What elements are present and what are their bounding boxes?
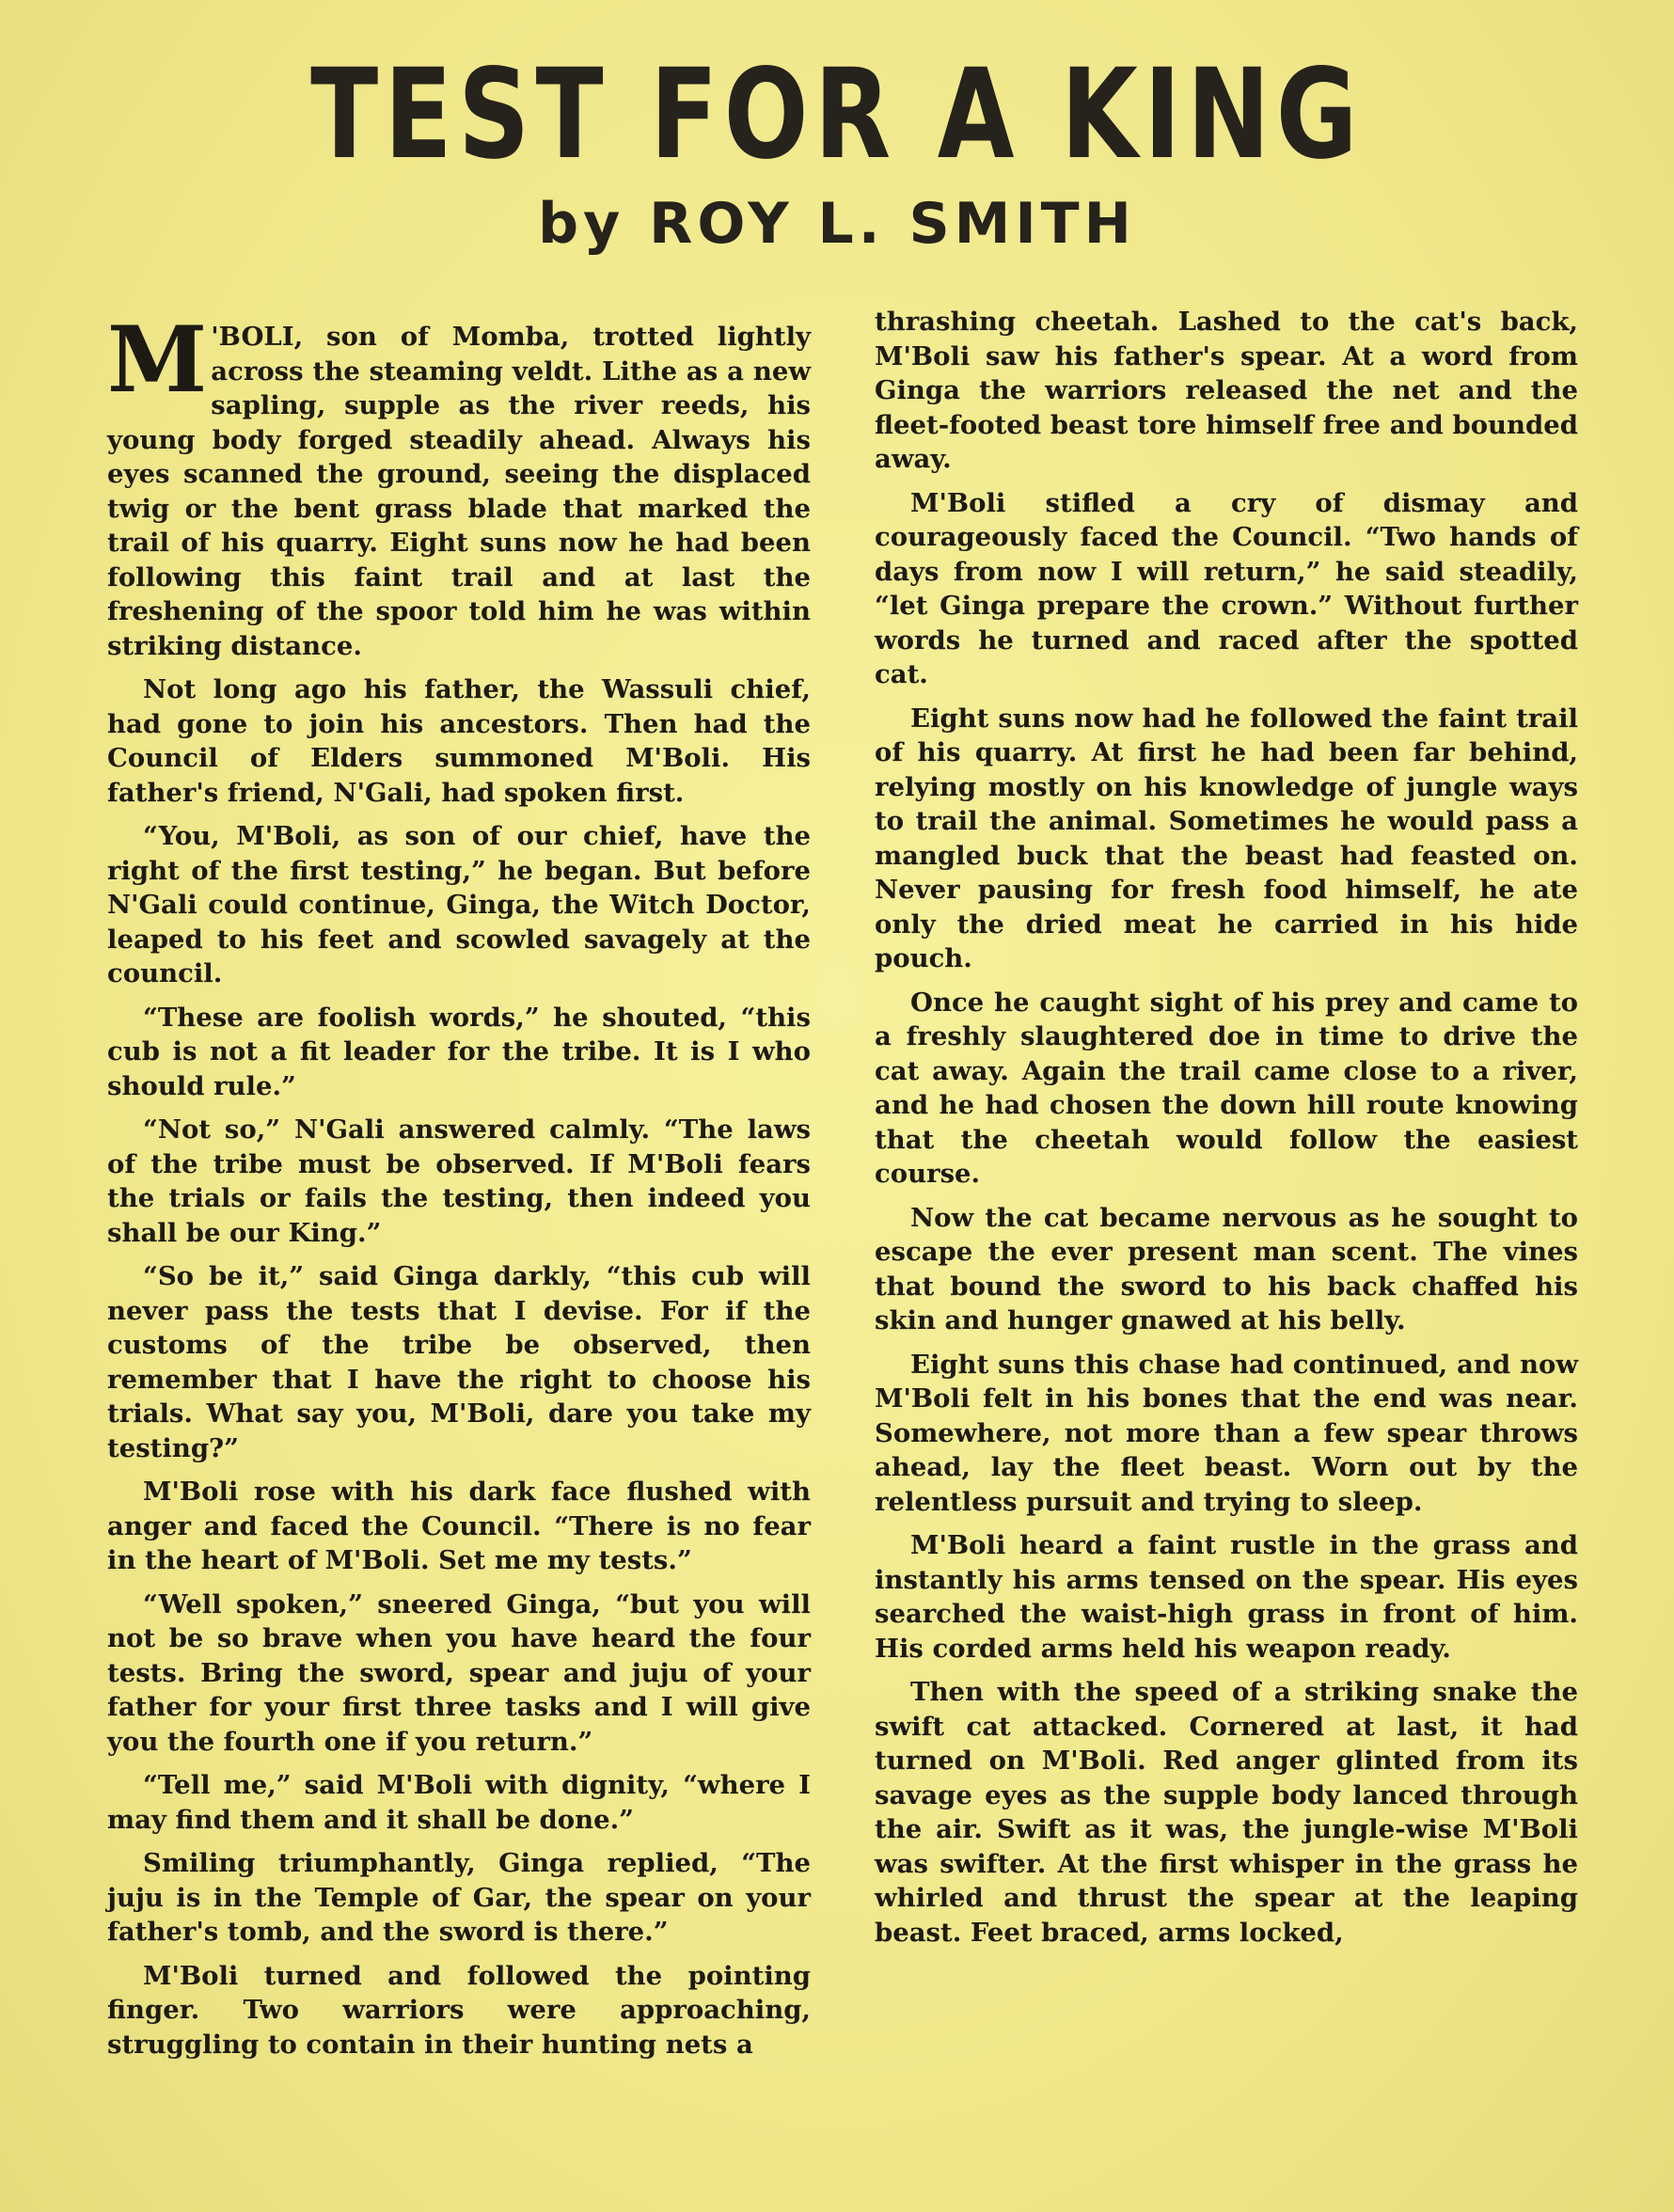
paragraph: Eight suns now had he followed the faint trail of his quarry. At first he had been far behind, relying mostly on his knowledge of jungle ways to trail the animal. Sometimes he would pass a mangled buck that the beast had feasted on. Never pausing for fresh food himself, he ate only the dried meat he carried in his hide pouch.: [875, 703, 1578, 973]
paragraph: M'Boli stifled a cry of dismay and courageously faced the Council. “Two hands of days from now I will return,” he said steadily, “let Ginga prepare the crown.” Without further words he turned and raced after the spotted cat.: [875, 487, 1578, 689]
paragraph: “Tell me,” said M'Boli with dignity, “where I may find them and it shall be done.”: [107, 1770, 811, 1835]
author-byline: by ROY L. SMITH: [538, 191, 1136, 257]
paragraph: “These are foolish words,” he shouted, “this cub is not a fit leader for the tribe. It is I who should rule.”: [107, 1002, 811, 1101]
drop-cap: M: [107, 307, 208, 413]
left-column: [107, 307, 811, 2071]
paragraph: Smiling triumphantly, Ginga replied, “The juju is in the Temple of Gar, the spear on your father's tomb, and the sword is there.”: [107, 1848, 811, 1947]
paragraph: Now the cat became nervous as he sought to escape the ever present man scent. The vines that bound the sword to his back chaffed his skin and hunger gnawed at his belly.: [875, 1202, 1578, 1335]
paragraph: “You, M'Boli, as son of our chief, have the right of the first testing,” he began. But before N'Gali could continue, Ginga, the Witch Doctor, leaped to his feet and scowled savagely at the council.: [107, 821, 811, 988]
paragraph-text: son of Momba, trotted lightly across the steaming veldt. Lithe as a new sapling, supple as the river reeds, his young body forged steadily ahead. Always his eyes scanned the ground, seeing the displaced twig or the bent grass blade that marked the trail of his quarry. Eight suns now he had been following this faint trail and at last the freshening of the spoor told him he was within striking distance.: [107, 322, 811, 661]
lead-word: 'BOLI,: [211, 322, 304, 352]
paragraph: Once he caught sight of his prey and came to a freshly slaughtered doe in time to drive the cat away. Again the trail came close to a river, and he had chosen the down hill route knowing that the cheetah would follow the easiest course.: [875, 987, 1578, 1189]
paragraph: Eight suns this chase had continued, and now M'Boli felt in his bones that the end was near. Somewhere, not more than a few spear throws ahead, lay the fleet beast. Worn out by the relentless pursuit and trying to sleep.: [875, 1349, 1578, 1517]
paragraph: Not long ago his father, the Wassuli chief, had gone to join his ancestors. Then had the Council of Elders summoned M'Boli. His father's friend, N'Gali, had spoken first.: [107, 674, 811, 808]
paragraph: “Not so,” N'Gali answered calmly. “The laws of the tribe must be observed. If M'Boli fears the trials or fails the testing, then indeed you shall be our King.”: [107, 1114, 811, 1248]
paragraph: M'Boli turned and followed the pointing finger. Two warriors were approaching, struggling to contain in their hunting nets a: [107, 1960, 811, 2060]
paragraph: [107, 307, 811, 663]
paragraph: “Well spoken,” sneered Ginga, “but you will not be so brave when you have heard the four tests. Bring the sword, spear and juju of your father for your first three tasks and I will give you the fourth one if you return.”: [107, 1588, 811, 1757]
story-title: TEST FOR A KING: [310, 42, 1364, 187]
right-column: [875, 305, 1578, 1959]
paragraph: “So be it,” said Ginga darkly, “this cub will never pass the tests that I devise. For if the customs of the tribe be observed, then remember that I have the right to choose his trials. What say you, M'Boli, dare you take my testing?”: [107, 1261, 811, 1463]
paragraph: thrashing cheetah. Lashed to the cat's back, M'Boli saw his father's spear. At a word from Ginga the warriors released the net and the fleet-footed beast tore himself free and bounded away.: [875, 307, 1578, 474]
paragraph: M'Boli heard a faint rustle in the grass and instantly his arms tensed on the spear. His eyes searched the waist-high grass in front of him. His corded arms held his weapon ready.: [875, 1530, 1578, 1664]
paragraph: M'Boli rose with his dark face flushed with anger and faced the Council. “There is no fear in the heart of M'Boli. Set me my tests.”: [107, 1477, 811, 1575]
paragraph: Then with the speed of a striking snake the swift cat attacked. Cornered at last, it had turned on M'Boli. Red anger glinted from its savage eyes as the supple body lanced through the air. Swift as it was, the jungle-wise M'Boli was swifter. At the first whisper in the grass he whirled and thrust the spear at the leaping beast. Feet braced, arms locked,: [875, 1677, 1578, 1948]
